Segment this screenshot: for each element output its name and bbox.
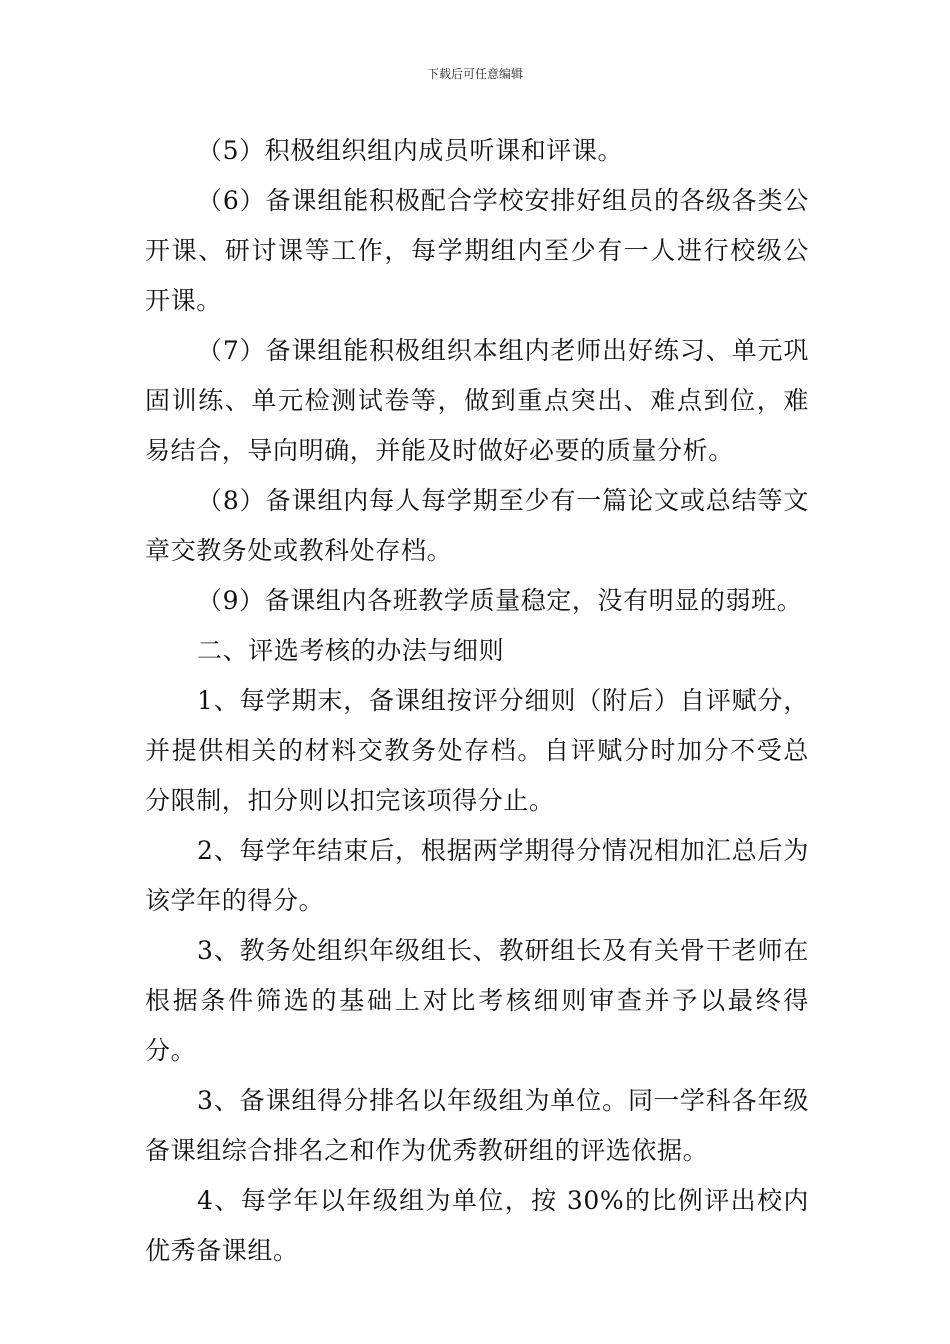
paragraph-item-5: （5）积极组织组内成员听课和评课。 (197, 136, 624, 165)
rule-4: 4、每学年以年级组为单位，按 30%的比例评出校内优秀备课组。 (145, 1186, 809, 1265)
document-body (145, 126, 809, 1276)
rule-1: 1、每学期末，备课组按评分细则（附后）自评赋分，并提供相关的材料交教务处存档。自评赋分时加分不受总分限制，扣分则以扣完该项得分止。 (145, 686, 809, 815)
paragraph-item-9: （9）备课组内各班教学质量稳定，没有明显的弱班。 (197, 586, 803, 615)
rule-2: 2、每学年结束后，根据两学期得分情况相加汇总后为该学年的得分。 (145, 836, 809, 915)
rule-3b: 3、备课组得分排名以年级组为单位。同一学科各年级备课组综合排名之和作为优秀教研组的评选依据。 (145, 1086, 809, 1165)
paragraph-item-8: （8）备课组内每人每学期至少有一篇论文或总结等文章交教务处或教科处存档。 (145, 486, 809, 565)
paragraph-item-7: （7）备课组能积极组织本组内老师出好练习、单元巩固训练、单元检测试卷等，做到重点突出、难点到位，难易结合，导向明确，并能及时做好必要的质量分析。 (145, 336, 809, 465)
section-heading: 二、评选考核的办法与细则 (197, 636, 505, 665)
header-note: 下载后可任意编辑 (426, 67, 523, 81)
paragraph-item-6: （6）备课组能积极配合学校安排好组员的各级各类公开课、研讨课等工作，每学期组内至少有一人进行校级公开课。 (145, 186, 809, 315)
rule-3: 3、教务处组织年级组长、教研组长及有关骨干老师在根据条件筛选的基础上对比考核细则审查并予以最终得分。 (145, 936, 809, 1065)
